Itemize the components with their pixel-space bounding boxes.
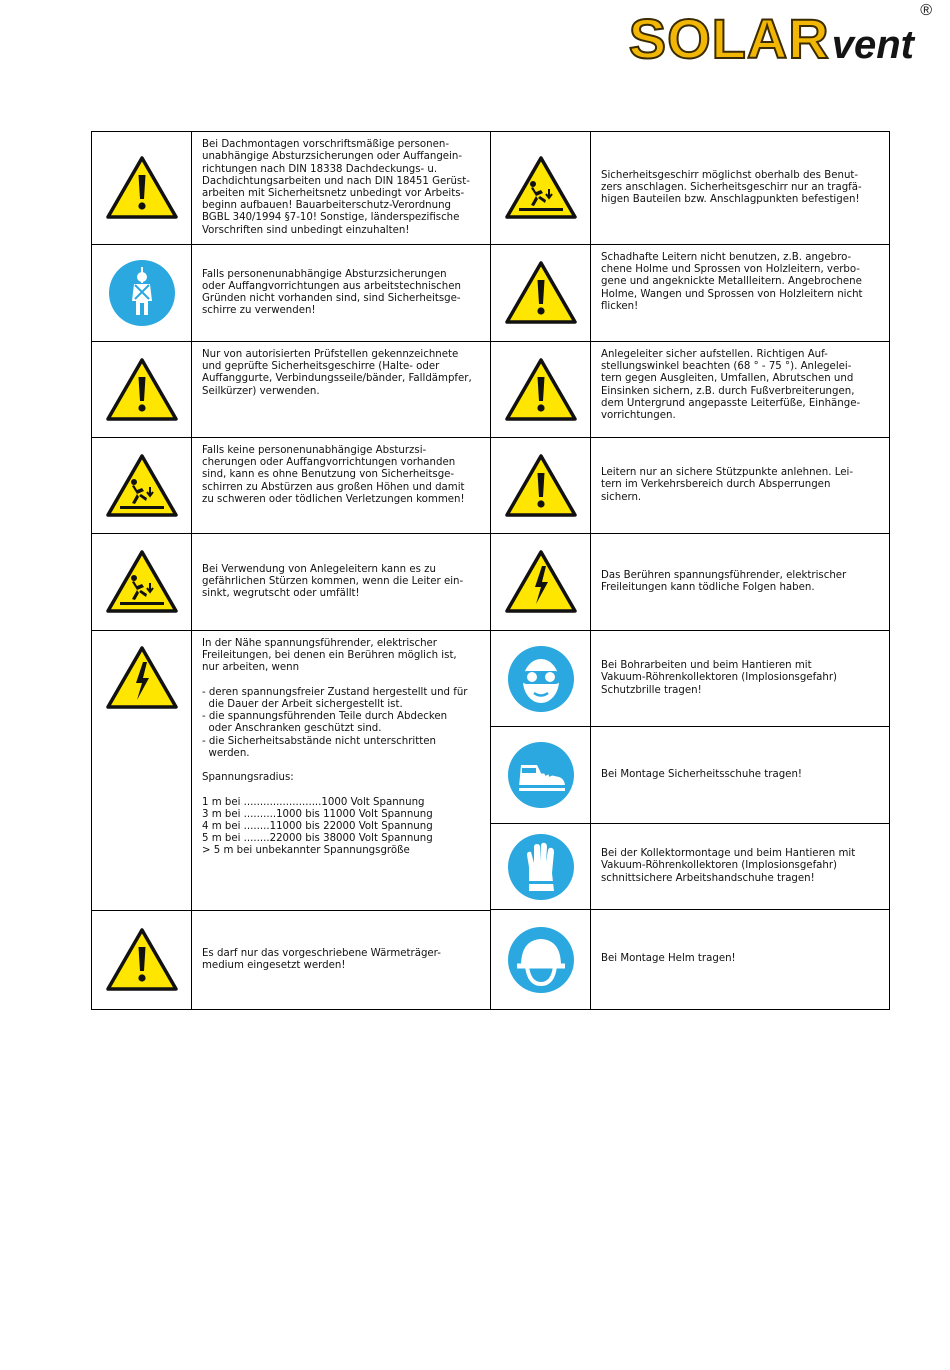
text-cell [192,245,490,341]
icon-cell [491,438,591,533]
text-cell [192,342,490,437]
text-cell [591,132,889,244]
icon-cell [92,631,192,910]
instruction-text: Falls personenunabhängige Absturzsicherungen oder Auffangvorrichtungen aus arbeitstechnischen Gründen nicht vorhanden sind, sind Sicherheitsge- schirre zu verwenden! [202,268,461,317]
text-cell [192,438,490,533]
icon-cell [92,132,192,244]
text-cell [591,824,889,909]
instruction-text: In der Nähe spannungsführender, elektrischer Freileitungen, bei denen ein Berühren möglich ist, nur arbeiten, wenn - deren spannungsfreier Zustand hergestellt und für die Dauer der Arbeit sichergestellt ist. - die spannungsführenden Teile durch Abdecken oder Anschranken geschützt sind. - die Sicherheitsabstände nicht unterschritten werden. Spannungsradius: 1 m bei ........................1000 Volt Spannung 3 m bei ..........1000 bis 11000 Volt Spannung 4 m bei ........11000 bis 22000 Volt Spannung 5 m bei ........22000 bis 38000 Volt Spannung > 5 m bei unbekannter Spannungsgröße [202,638,468,857]
text-cell [192,534,490,630]
warning-exclamation-icon [505,357,577,423]
table-row [491,631,890,727]
icon-cell [491,910,591,1009]
table-row [491,824,890,910]
table-row [491,910,890,1010]
instruction-text: Bei Dachmontagen vorschriftsmäßige personen- unabhängige Absturzsicherungen oder Auffangein- richtungen nach DIN 18338 Dachdeckungs- u. Dachdichtungsarbeiten und nach DIN 18451 Gerüst- arbeiten mit Sicherheitsnetz unbedingt vor Arbeits- beginn aufbauen! Bauarbeiterschutz-Verordnung BGBL 340/1994 §7-10! Sonstige, länderspezifische Vorschriften sind unbedingt einzuhalten! [202,139,470,236]
safety-goggles-icon [507,645,575,713]
instruction-text: Anlegeleiter sicher aufstellen. Richtigen Auf- stellungswinkel beachten (68 ° - 75 °). Anlegelei- tern gegen Ausgleiten, Umfallen, Abrutschen und Einsinken sichern, z.B. durch Fußverbreiterungen, dem Untergrund angepasste Leiterfüße, Einhänge- vorrichtungen. [601,349,861,422]
table-row [92,534,491,631]
instruction-text: Bei Montage Helm tragen! [601,953,736,965]
instruction-text: Nur von autorisierten Prüfstellen gekennzeichnete und geprüfte Sicherheitsgeschirre (Halte- oder Auffanggurte, Verbindungsseile/bänder, Falldämpfer, Seilkürzer) verwenden. [202,349,472,397]
text-cell [591,438,889,533]
instruction-text: Das Berühren spannungsführender, elektrischer Freileitungen kann tödliche Folgen haben. [601,569,847,593]
logo-solar-word: SOLAR [628,7,830,70]
safety-instructions-table [91,131,890,1010]
instruction-text: Schadhafte Leitern nicht benutzen, z.B. angebro- chene Holme und Sprossen von Holzleitern, verbo- gene und angeknickte Metallleitern. Angebrochene Holme, Wangen und Sprossen von Holzleitern nicht flicken! [601,252,863,312]
icon-cell [92,534,192,630]
logo-text [628,2,932,71]
icon-cell [491,245,591,341]
logo-vent-word: vent [831,23,914,67]
icon-cell [92,342,192,437]
safety-shoes-icon [507,741,575,809]
instruction-text: Leitern nur an sichere Stützpunkte anlehnen. Lei- tern im Verkehrsbereich durch Absperrungen sichern. [601,467,853,503]
icon-cell [491,342,591,437]
text-cell [591,910,889,1009]
instruction-text: Es darf nur das vorgeschriebene Wärmeträger- medium eingesetzt werden! [202,947,441,971]
instruction-text: Bei Bohrarbeiten und beim Hantieren mit Vakuum-Röhrenkollektoren (Implosionsgefahr) Schutzbrille tragen! [601,660,838,696]
text-cell [591,245,889,341]
text-cell [192,911,490,1009]
table-row [491,342,890,438]
text-cell [591,727,889,823]
safety-gloves-icon [507,833,575,901]
fall-hazard-icon [106,549,178,615]
warning-exclamation-icon [505,260,577,326]
instruction-text: Bei Montage Sicherheitsschuhe tragen! [601,768,802,780]
electric-hazard-icon [505,549,577,615]
icon-cell [491,132,591,244]
icon-cell [92,245,192,341]
table-row [92,132,491,245]
text-cell [192,631,490,910]
safety-helmet-icon [507,926,575,994]
safety-harness-icon [108,259,176,327]
electric-hazard-icon [106,645,178,711]
icon-cell [491,534,591,630]
text-cell [591,631,889,726]
icon-cell [491,631,591,726]
table-row [92,342,491,438]
registered-mark: ® [920,2,932,19]
warning-exclamation-icon [106,927,178,993]
instruction-text: Bei der Kollektormontage und beim Hantieren mit Vakuum-Röhrenkollektoren (Implosionsgefahr) schnittsichere Arbeitshandschuhe tragen! [601,848,856,884]
instruction-text: Sicherheitsgeschirr möglichst oberhalb des Benut- zers anschlagen. Sicherheitsgeschirr nur an tragfä- higen Bauteilen bzw. Anschlagpunkten befestigen! [601,169,862,206]
text-cell [192,132,490,244]
icon-cell [92,911,192,1009]
table-row [92,911,491,1010]
instruction-text: Falls keine personenunabhängige Absturzsi- cherungen oder Auffangvorrichtungen vorhanden sind, kann es ohne Benutzung von Sicherheitsge- schirren zu Abstürzen aus großen Höhen und damit zu schweren oder tödlichen Verletzungen kommen! [202,445,465,505]
fall-hazard-icon [106,453,178,519]
table-row [92,245,491,342]
table-row [92,438,491,534]
icon-cell [491,727,591,823]
table-row [491,132,890,245]
table-row [92,631,491,911]
warning-exclamation-icon [106,357,178,423]
table-row [491,245,890,342]
solarvent-logo [628,2,932,70]
fall-hazard-icon [505,155,577,221]
table-row [491,534,890,631]
warning-exclamation-icon [106,155,178,221]
text-cell [591,342,889,437]
text-cell [591,534,889,630]
icon-cell [92,438,192,533]
table-row [491,727,890,824]
icon-cell [491,824,591,909]
warning-exclamation-icon [505,453,577,519]
table-row [491,438,890,534]
instruction-text: Bei Verwendung von Anlegeleitern kann es zu gefährlichen Stürzen kommen, wenn die Leiter ein- sinkt, wegrutscht oder umfällt! [202,563,464,600]
